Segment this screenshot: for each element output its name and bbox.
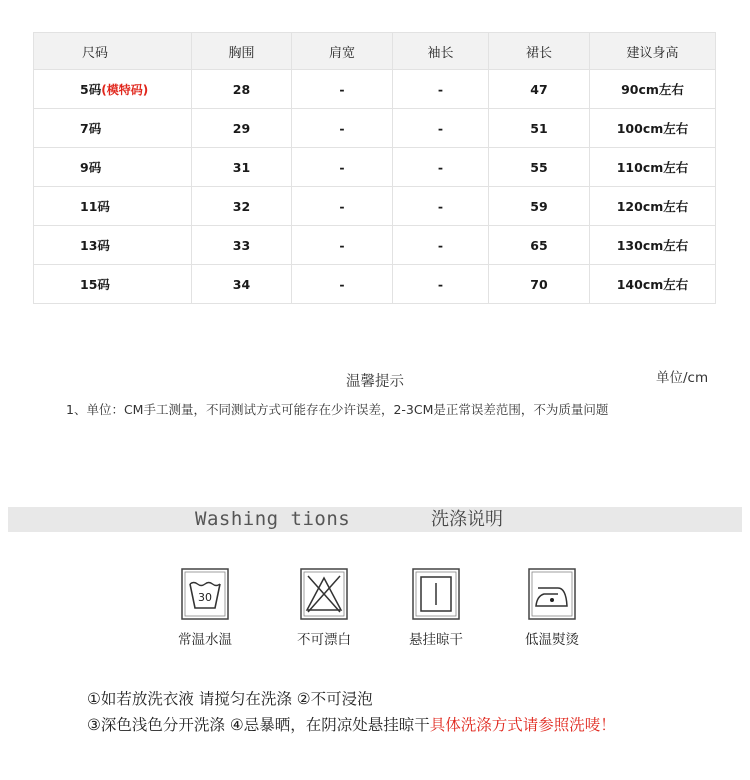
height-cell: 120cm左右 <box>590 187 716 226</box>
sleeve-cell: - <box>393 265 489 304</box>
header-shoulder: 肩宽 <box>292 33 393 70</box>
chest-cell: 31 <box>192 148 292 187</box>
chest-cell: 33 <box>192 226 292 265</box>
wash-instruction-line-2 <box>87 713 616 735</box>
size-value: 15码 <box>80 277 110 292</box>
line-dry-icon <box>412 568 460 620</box>
measurement-note: 1、单位：CM手工测量，不同测试方式可能存在少许误差，2-3CM是正常误差范围，不为质量问题 <box>66 402 609 417</box>
washing-title-cn: 洗涤说明 <box>431 509 503 530</box>
wash-instruction-line-1: ①如若放洗衣液 请搅匀在洗涤 ②不可浸泡 <box>87 690 373 708</box>
skirt-cell: 51 <box>489 109 590 148</box>
skirt-cell: 70 <box>489 265 590 304</box>
chest-cell: 34 <box>192 265 292 304</box>
header-sleeve: 袖长 <box>393 33 489 70</box>
shoulder-cell: - <box>292 187 393 226</box>
size-value: 11码 <box>80 199 110 214</box>
chest-cell: 29 <box>192 109 292 148</box>
size-cell <box>34 226 192 265</box>
wash-30-icon <box>181 568 229 620</box>
skirt-cell: 65 <box>489 226 590 265</box>
header-size: 尺码 <box>34 33 192 70</box>
sleeve-cell: - <box>393 226 489 265</box>
wash-instruction-highlight: 具体洗涤方式请参照洗唛！ <box>429 716 616 734</box>
size-value: 5码 <box>80 82 102 97</box>
shoulder-cell: - <box>292 148 393 187</box>
header-height: 建议身高 <box>590 33 716 70</box>
table-row <box>34 70 716 109</box>
size-cell <box>34 109 192 148</box>
tips-title: 温馨提示 <box>346 374 404 390</box>
washing-title-en: Washing tions <box>195 508 351 530</box>
care-item-bleach <box>274 568 374 648</box>
shoulder-cell: - <box>292 265 393 304</box>
model-size-tag: (模特码) <box>101 83 149 97</box>
header-chest: 胸围 <box>192 33 292 70</box>
height-cell: 90cm左右 <box>590 70 716 109</box>
size-table <box>33 32 716 304</box>
care-label-wash: 常温水温 <box>178 632 232 648</box>
sleeve-cell: - <box>393 148 489 187</box>
shoulder-cell: - <box>292 109 393 148</box>
chest-cell: 28 <box>192 70 292 109</box>
chest-cell: 32 <box>192 187 292 226</box>
sleeve-cell: - <box>393 109 489 148</box>
skirt-cell: 59 <box>489 187 590 226</box>
shoulder-cell: - <box>292 70 393 109</box>
care-label-bleach: 不可漂白 <box>297 632 351 648</box>
care-item-dry <box>386 568 486 648</box>
table-row <box>34 187 716 226</box>
size-cell <box>34 148 192 187</box>
care-label-dry: 悬挂晾干 <box>409 632 463 648</box>
table-row <box>34 265 716 304</box>
size-cell <box>34 187 192 226</box>
care-item-iron <box>502 568 602 648</box>
washing-title-bar <box>8 507 742 532</box>
size-cell <box>34 70 192 109</box>
table-row <box>34 109 716 148</box>
table-row <box>34 148 716 187</box>
height-cell: 130cm左右 <box>590 226 716 265</box>
unit-label: 单位/cm <box>656 370 709 386</box>
height-cell: 100cm左右 <box>590 109 716 148</box>
shoulder-cell: - <box>292 226 393 265</box>
low-iron-icon <box>528 568 576 620</box>
height-cell: 110cm左右 <box>590 148 716 187</box>
wash-instruction-text: ③深色浅色分开洗涤 ④忌暴晒，在阴凉处悬挂晾干 <box>87 716 430 734</box>
skirt-cell: 55 <box>489 148 590 187</box>
size-cell <box>34 265 192 304</box>
table-row <box>34 226 716 265</box>
size-value: 9码 <box>80 160 102 175</box>
sleeve-cell: - <box>393 187 489 226</box>
header-skirt-length: 裙长 <box>489 33 590 70</box>
size-value: 7码 <box>80 121 102 136</box>
care-label-iron: 低温熨烫 <box>525 632 579 648</box>
svg-text:30: 30 <box>198 591 212 604</box>
care-item-wash <box>155 568 255 648</box>
size-value: 13码 <box>80 238 110 253</box>
sleeve-cell: - <box>393 70 489 109</box>
no-bleach-icon <box>300 568 348 620</box>
table-header-row <box>34 33 716 70</box>
height-cell: 140cm左右 <box>590 265 716 304</box>
skirt-cell: 47 <box>489 70 590 109</box>
